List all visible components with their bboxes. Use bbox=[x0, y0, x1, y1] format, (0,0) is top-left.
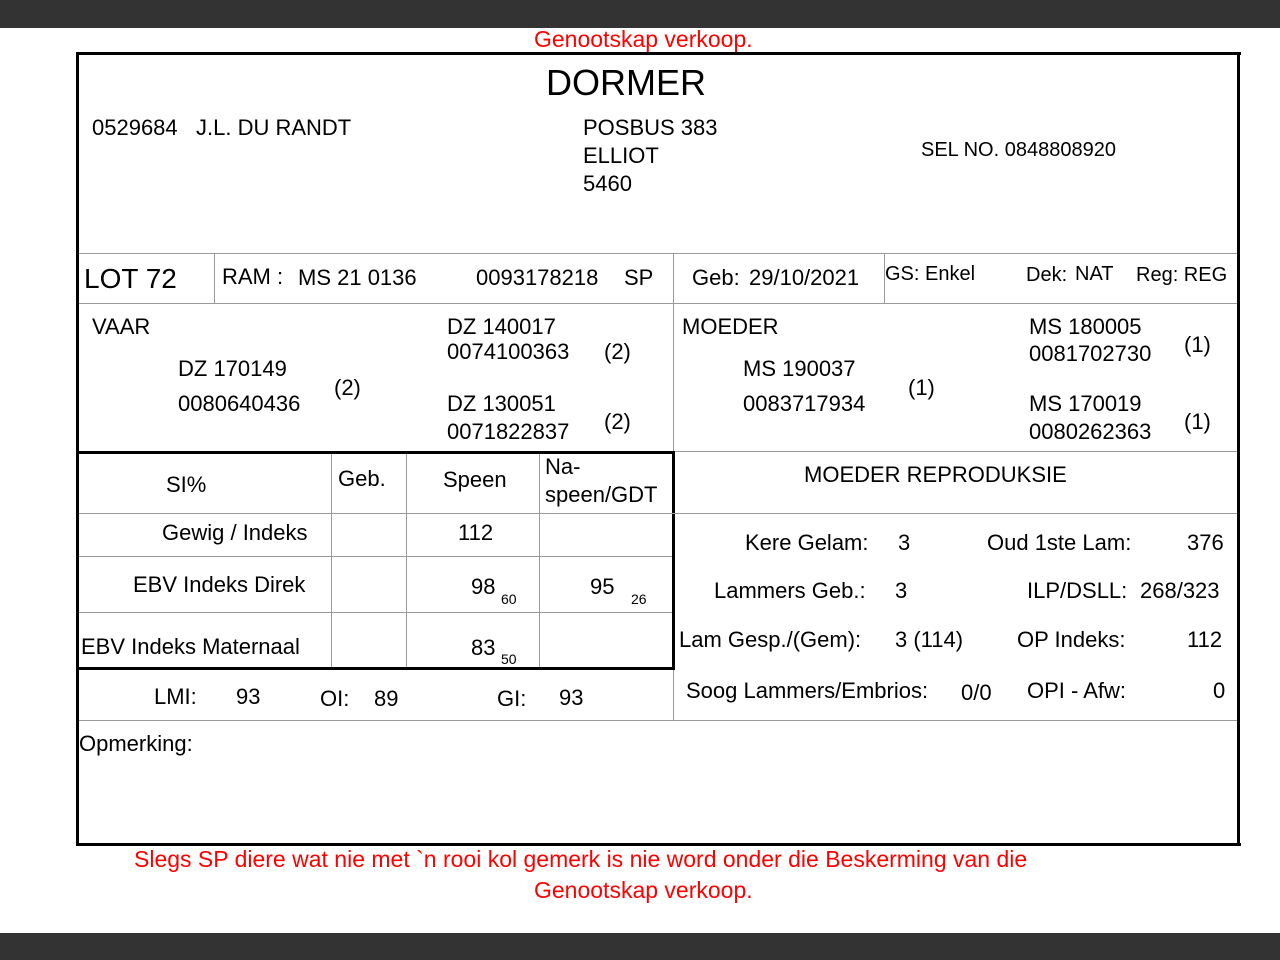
perf-row-speen-sub: 60 bbox=[501, 591, 517, 607]
gi-label: GI: bbox=[497, 686, 527, 711]
header-note: Genootskap verkoop. bbox=[534, 26, 753, 52]
lot-divider bbox=[214, 253, 215, 303]
frame-top bbox=[76, 52, 1241, 55]
sire-dam-mark: (2) bbox=[604, 409, 631, 434]
repro-opi-value: 0 bbox=[1213, 678, 1226, 703]
perf-header-si: SI% bbox=[166, 472, 207, 497]
ram-grade: SP bbox=[624, 265, 654, 290]
perf-col-geb bbox=[331, 454, 332, 667]
ram-id: MS 21 0136 bbox=[298, 265, 417, 290]
dam-dam-reg: 0080262363 bbox=[1029, 419, 1152, 444]
repro-op-label: OP Indeks: bbox=[1017, 627, 1126, 652]
dam-id: MS 190037 bbox=[743, 356, 856, 381]
dam-dam-mark: (1) bbox=[1184, 409, 1211, 434]
bottom-bar bbox=[0, 933, 1280, 960]
oi-label: OI: bbox=[320, 686, 350, 711]
dam-mark: (1) bbox=[908, 375, 935, 400]
repro-lammers-label: Lammers Geb.: bbox=[714, 578, 866, 603]
gi-value: 93 bbox=[559, 685, 584, 710]
address-line-2: ELLIOT bbox=[583, 143, 659, 168]
dam-sire-reg: 0081702730 bbox=[1029, 341, 1152, 366]
repro-ilp-label: ILP/DSLL: bbox=[1027, 578, 1128, 603]
lot-row-bottom-line bbox=[79, 303, 1237, 304]
repro-gesp-label: Lam Gesp./(Gem): bbox=[679, 627, 862, 652]
birth-date: 29/10/2021 bbox=[749, 265, 860, 290]
repro-title: MOEDER REPRODUKSIE bbox=[804, 462, 1067, 487]
repro-opi-label: OPI - Afw: bbox=[1027, 678, 1127, 703]
gs-value: GS: Enkel bbox=[885, 263, 976, 285]
address-line-3: 5460 bbox=[583, 171, 632, 196]
perf-row-naspeen-sub: 26 bbox=[631, 591, 647, 607]
repro-lammers-value: 3 bbox=[895, 578, 908, 603]
sire-dam-id: DZ 130051 bbox=[447, 391, 556, 416]
ram-divider bbox=[673, 253, 674, 303]
repro-kere-label: Kere Gelam: bbox=[745, 530, 869, 555]
perf-col-speen bbox=[406, 454, 407, 667]
repro-oud-label: Oud 1ste Lam: bbox=[987, 530, 1132, 555]
breeder-name: J.L. DU RANDT bbox=[196, 115, 352, 140]
dek-value: NAT bbox=[1075, 263, 1114, 285]
perf-row-label: Gewig / Indeks bbox=[162, 520, 308, 545]
perf-header-speen: Speen bbox=[443, 467, 507, 492]
dam-reg: 0083717934 bbox=[743, 391, 866, 416]
perf-header-geb: Geb. bbox=[338, 466, 386, 491]
frame-left bbox=[76, 52, 79, 846]
dam-label: MOEDER bbox=[682, 314, 779, 339]
address-line-1: POSBUS 383 bbox=[583, 115, 718, 140]
repro-ilp-value: 268/323 bbox=[1140, 578, 1220, 603]
frame-right bbox=[1237, 52, 1240, 846]
sire-sire-id: DZ 140017 bbox=[447, 314, 556, 339]
ram-label: RAM : bbox=[222, 264, 284, 289]
lmi-value: 93 bbox=[236, 684, 261, 709]
indices-bottom-line bbox=[79, 720, 1237, 721]
sire-id: DZ 170149 bbox=[178, 356, 287, 381]
reg-value: Reg: REG bbox=[1136, 264, 1228, 286]
remarks-label: Opmerking: bbox=[79, 731, 193, 756]
perf-row-label: EBV Indeks Direk bbox=[133, 572, 306, 597]
perf-table-right bbox=[672, 451, 675, 670]
perf-row-naspeen: 95 bbox=[590, 574, 615, 599]
dam-dam-id: MS 170019 bbox=[1029, 391, 1142, 416]
sire-dam-reg: 0071822837 bbox=[447, 419, 570, 444]
perf-row-speen: 112 bbox=[458, 520, 494, 545]
oi-value: 89 bbox=[374, 686, 399, 711]
lot-number: LOT 72 bbox=[84, 263, 177, 294]
birth-label: Geb: bbox=[692, 265, 740, 290]
sire-sire-mark: (2) bbox=[604, 339, 631, 364]
perf-row-speen: 83 bbox=[471, 635, 496, 660]
perf-row-speen-sub: 50 bbox=[501, 651, 517, 667]
perf-row2-line bbox=[79, 612, 672, 613]
breeder-id: 0529684 bbox=[92, 115, 178, 140]
repro-oud-value: 376 bbox=[1187, 530, 1224, 555]
perf-row1-line bbox=[79, 556, 672, 557]
repro-top-line bbox=[675, 451, 1237, 452]
sire-label: VAAR bbox=[92, 314, 151, 339]
perf-header-line bbox=[79, 513, 1237, 514]
perf-row-speen: 98 bbox=[471, 574, 496, 599]
phone-number: SEL NO. 0848808920 bbox=[921, 139, 1116, 161]
ram-reg: 0093178218 bbox=[476, 265, 599, 290]
dek-label: Dek: bbox=[1026, 264, 1068, 286]
perf-header-naspeen-1: Na- bbox=[545, 454, 581, 479]
repro-gesp-value: 3 (114) bbox=[895, 627, 964, 652]
lmi-label: LMI: bbox=[154, 684, 197, 709]
footer-note-line-1: Slegs SP diere wat nie met `n rooi kol gemerk is nie word onder die Beskerming van die bbox=[134, 846, 1028, 872]
perf-col-naspeen bbox=[539, 454, 540, 667]
dam-sire-mark: (1) bbox=[1184, 332, 1211, 357]
perf-table-top bbox=[79, 451, 675, 454]
sire-reg: 0080640436 bbox=[178, 391, 301, 416]
top-bar bbox=[0, 0, 1280, 28]
repro-op-value: 112 bbox=[1187, 627, 1223, 652]
repro-kere-value: 3 bbox=[898, 530, 911, 555]
repro-soog-value: 0/0 bbox=[961, 680, 992, 705]
breed-title: DORMER bbox=[546, 62, 706, 103]
perf-row-label: EBV Indeks Maternaal bbox=[81, 634, 300, 659]
repro-soog-label: Soog Lammers/Embrios: bbox=[686, 678, 929, 703]
dam-sire-id: MS 180005 bbox=[1029, 314, 1142, 339]
perf-header-naspeen-2: speen/GDT bbox=[545, 482, 658, 507]
sire-sire-reg: 0074100363 bbox=[447, 339, 570, 364]
lot-row-top-line bbox=[79, 253, 1237, 254]
footer-note-line-2: Genootskap verkoop. bbox=[534, 877, 753, 903]
perf-table-bottom bbox=[79, 667, 675, 670]
sire-mark: (2) bbox=[334, 375, 361, 400]
